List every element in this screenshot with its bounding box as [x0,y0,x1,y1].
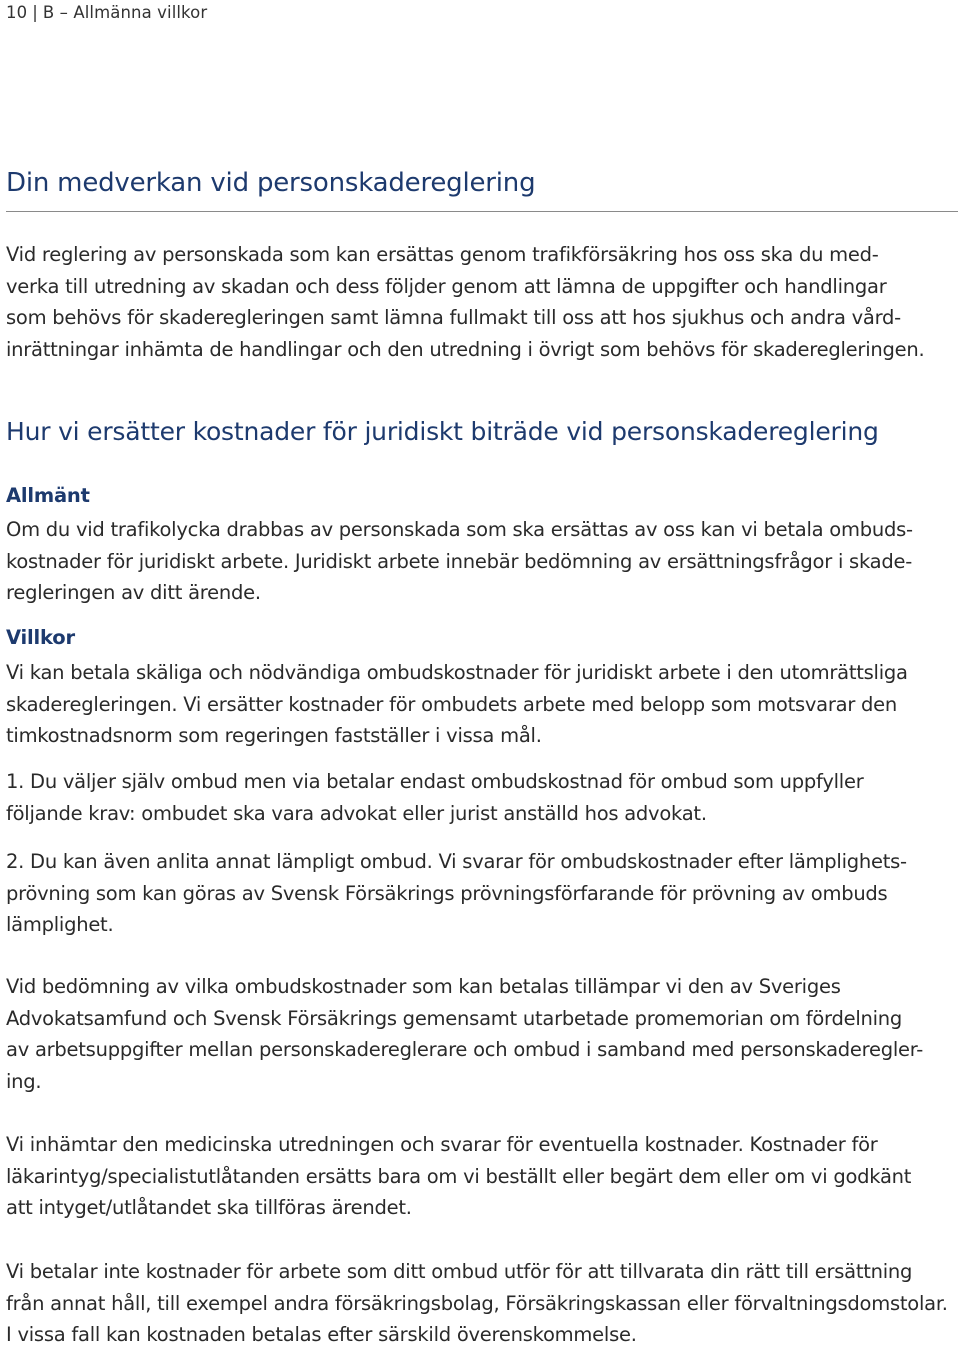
paragraph-medicinsk-utredning [6,1129,911,1224]
text-line: att intyget/utlåtandet ska tillföras ärendet. [6,1196,412,1219]
text-line: I vissa fall kan kostnaden betalas efter särskild överenskommelse. [6,1323,637,1346]
text-line: Advokatsamfund och Svensk Försäkrings gemensamt utarbetade promemorian om fördelning [6,1006,903,1030]
subheading-allmant: Allmänt [6,484,90,507]
text-line: Vid bedömning av vilka ombudskostnader som kan betalas tillämpar vi den av Sveriges [6,975,841,998]
text-line: som behövs för skaderegleringen samt lämna fullmakt till oss att hos sjukhus och andra vård- [6,306,901,329]
text-line: timkostnadsnorm som regeringen fastställer i vissa mål. [6,724,542,747]
header-separator: | [32,3,38,22]
paragraph-allmant [6,514,913,609]
paragraph-bedomning [6,971,923,1097]
section-title-juridiskt-bitrade: Hur vi ersätter kostnader för juridiskt biträde vid personskadereglering [6,417,879,446]
subheading-villkor: Villkor [6,626,75,649]
text-line: Vid reglering av personskada som kan ersättas genom trafikförsäkring hos oss ska du med- [6,243,879,266]
text-line: Om du vid trafikolycka drabbas av personskada som ska ersättas av oss kan vi betala ombuds- [6,518,913,541]
text-line: 2. Du kan även anlita annat lämpligt ombud. Vi svarar för ombudskostnader efter lämplighets- [6,850,907,873]
text-line: ing. [6,1069,42,1093]
text-line: prövning som kan göras av Svensk Försäkrings prövningsförfarande för prövning av ombuds [6,881,888,905]
text-line: följande krav: ombudet ska vara advokat eller jurist anställd hos advokat. [6,801,707,825]
paragraph-ej-ersattning [6,1256,948,1351]
text-line: regleringen av ditt ärende. [6,581,261,604]
section-title-medverkan: Din medverkan vid personskadereglering [6,168,536,198]
header-section: B – Allmänna villkor [42,3,208,22]
text-line: läkarintyg/specialistutlåtanden ersätts bara om vi beställt eller begärt dem eller om vi godkänt [6,1164,912,1188]
text-line: Vi kan betala skäliga och nödvändiga ombudskostnader för juridiskt arbete i den utomrättsliga [6,661,908,684]
text-line: av arbetsuppgifter mellan personskadereglerare och ombud i samband med personskaderegler- [6,1038,924,1061]
text-line: Vi betalar inte kostnader för arbete som ditt ombud utför för att tillvarata din rätt till ersättning [6,1260,913,1283]
paragraph-villkor [6,657,908,752]
section-divider [6,211,958,212]
text-line: från annat håll, till exempel andra försäkringsbolag, Försäkringskassan eller förvaltningsdomstolar. [6,1291,948,1315]
list-item-1 [6,766,863,829]
text-line: 1. Du väljer själv ombud men via betalar endast ombudskostnad för ombud som uppfyller [6,770,864,793]
text-line: skaderegleringen. Vi ersätter kostnader för ombudets arbete med belopp som motsvarar den [6,692,898,716]
text-line: inrättningar inhämta de handlingar och den utredning i övrigt som behövs för skaderegleringen. [6,337,925,361]
page-number: 10 [6,3,28,22]
text-line: kostnader för juridiskt arbete. Juridiskt arbete innebär bedömning av ersättningsfrågor i skade- [6,549,913,573]
text-line: verka till utredning av skadan och dess följder genom att lämna de uppgifter och handlingar [6,274,887,298]
text-line: Vi inhämtar den medicinska utredningen och svarar för eventuella kostnader. Kostnader för [6,1133,878,1156]
running-header [6,3,207,22]
text-line: lämplighet. [6,913,114,936]
paragraph-medverkan [6,239,924,365]
list-item-2 [6,846,907,941]
